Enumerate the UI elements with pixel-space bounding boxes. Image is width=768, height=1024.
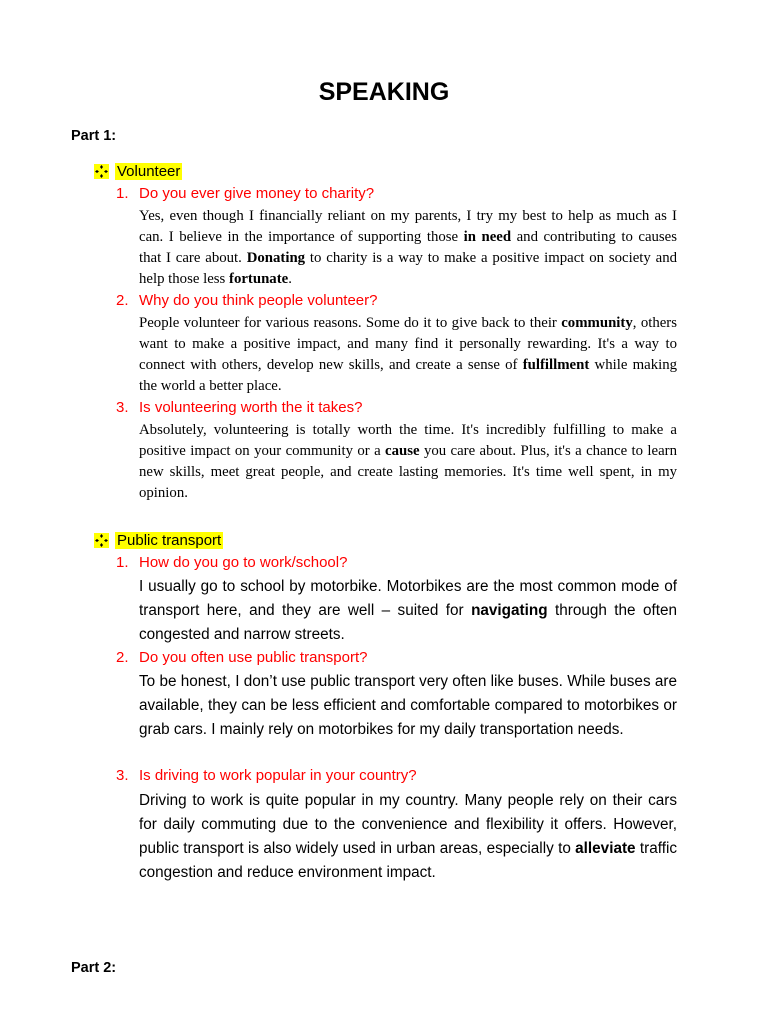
question: [116, 767, 417, 784]
topic-label: Public transport: [117, 531, 222, 549]
question-text: Is driving to work popular in your country?: [139, 767, 417, 784]
question-number: 2.: [116, 649, 129, 666]
answer-keyword: alleviate: [575, 840, 636, 857]
question: [116, 649, 367, 666]
answer-keyword: in need: [463, 229, 512, 245]
answer: [139, 420, 677, 504]
answer-keyword: cause: [385, 443, 420, 459]
question: [116, 554, 347, 571]
answer: [139, 575, 677, 647]
answer-text: through the often congested and narrow streets.: [139, 602, 677, 643]
question-text: Do you often use public transport?: [139, 649, 368, 666]
question-text: Why do you think people volunteer?: [139, 292, 378, 309]
answer-text: To be honest, I don’t use public transport very often like buses. While buses are available, they can be less efficient and comfortable compared to motorbikes or grab cars. I mainly rely on motorbikes for my daily transportation needs.: [139, 673, 677, 738]
question: [116, 292, 377, 309]
answer: [139, 206, 677, 290]
answer-text: and contributing to causes that I care about.: [139, 229, 677, 266]
answer-keyword: community: [561, 315, 633, 331]
question-number: 1.: [116, 185, 129, 202]
answer-keyword: navigating: [471, 602, 548, 619]
question: [116, 399, 362, 416]
page-title: SPEAKING: [318, 78, 450, 106]
answer-keyword: Donating: [246, 250, 306, 266]
answer-text: People volunteer for various reasons. Some do it to give back to their: [139, 315, 562, 331]
answer-text: while making the world a better place.: [139, 357, 678, 394]
answer-text: .: [288, 271, 292, 287]
question-text: Is volunteering worth the it takes?: [139, 399, 363, 416]
answer: [139, 789, 677, 885]
question-number: 3.: [116, 767, 129, 784]
answer-keyword: fortunate: [229, 271, 289, 287]
answer-text: I usually go to school by motorbike. Motorbikes are the most common mode of transport here, and they are well – suited for: [139, 578, 677, 619]
answer-text: to charity is a way to make a positive impact on society and help those less: [139, 250, 677, 287]
question-text: How do you go to work/school?: [139, 554, 348, 571]
question-number: 3.: [116, 399, 129, 416]
answer: [139, 670, 677, 742]
question-number: 2.: [116, 292, 129, 309]
diamond-bullet-icon: [94, 164, 109, 179]
answer-text: Yes, even though I financially reliant on my parents, I try my best to help as much as I can. I believe in the importance of supporting those: [139, 208, 677, 245]
answer: [139, 313, 677, 397]
diamond-bullet-icon: [94, 533, 109, 548]
answer-text: Absolutely, volunteering is totally worth the time. It's incredibly fulfilling to make a positive impact on your community or a: [139, 422, 677, 459]
topic-volunteer: [94, 160, 182, 182]
part2-heading: Part 2:: [71, 960, 117, 976]
answer-text: you care about. Plus, it's a chance to learn new skills, meet great people, and create lasting memories. It's time well spent, in my opinion.: [139, 443, 677, 501]
answer-text: Driving to work is quite popular in my country. Many people rely on their cars for daily commuting due to the convenience and flexibility it offers. However, public transport is also widely used in urban areas, especially to: [139, 792, 677, 857]
question: [116, 185, 374, 202]
answer-text: , others want to make a positive impact, and many find it personally rewarding. It's a way to connect with others, develop new skills, and create a sense of: [139, 315, 677, 373]
part1-heading: Part 1:: [71, 128, 117, 144]
answer-text: traffic congestion and reduce environment impact.: [139, 840, 678, 881]
topic-public-transport: [94, 529, 223, 551]
answer-keyword: fulfillment: [522, 357, 590, 373]
topic-label: Volunteer: [117, 162, 181, 180]
question-text: Do you ever give money to charity?: [139, 185, 375, 202]
question-number: 1.: [116, 554, 129, 571]
